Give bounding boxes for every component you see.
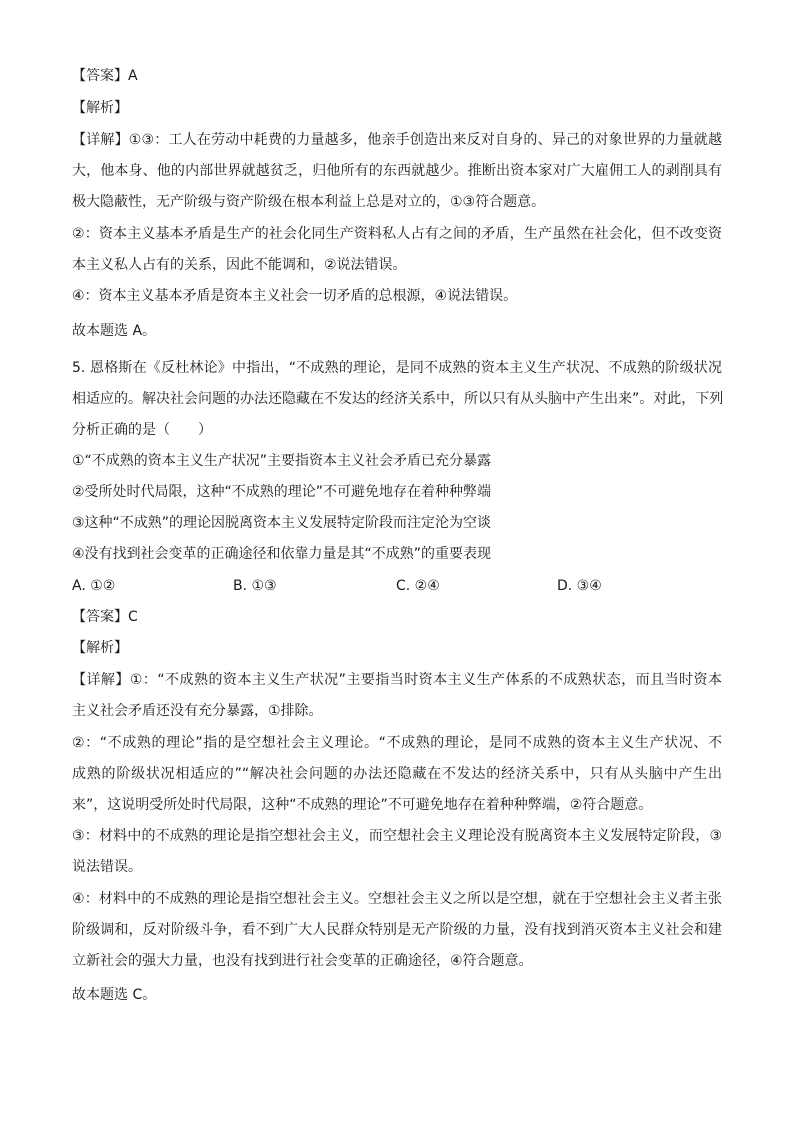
detail-line: 【详解】①③：工人在劳动中耗费的力量越多，他亲手创造出来反对自身的、异己的对象世界的力量就越 [72, 132, 722, 148]
detail-line: 本主义私人占有的关系，因此不能调和，②说法错误。 [72, 257, 407, 273]
detail-line: 大，他本身、他的内部世界就越贫乏，归他所有的东西就越少。推断出资本家对广大雇佣工人的剥削具有 [72, 163, 722, 179]
option-b: B. ①③ [233, 578, 277, 594]
answer-line: 【答案】C [72, 609, 138, 625]
question-stem-line: 分析正确的是（ ） [72, 422, 212, 438]
option-a: A. ①② [72, 578, 116, 594]
answer-line: 【答案】A [72, 68, 138, 84]
option-d: D. ③④ [557, 578, 602, 594]
detail-line: 立新社会的强大力量，也没有找到进行社会变革的正确途径，④符合题意。 [72, 953, 533, 969]
question-stem-line: 5. 恩格斯在《反杜林论》中指出，“不成熟的理论，是同不成熟的资本主义生产状况、不成熟的阶级状况 [72, 360, 722, 376]
detail-line: 说法错误。 [72, 859, 142, 875]
detail-line: 成熟的阶级状况相适应的”“解决社会问题的办法还隐藏在不发达的经济关系中，只有从头脑中产生出 [72, 766, 722, 782]
question-stem-line: 相适应的。解决社会问题的办法还隐藏在不发达的经济关系中，所以只有从头脑中产生出来”。对此，下列 [72, 391, 724, 407]
analysis-label: 【解析】 [72, 100, 128, 116]
conclusion-line: 故本题选 A。 [72, 323, 157, 339]
analysis-label: 【解析】 [72, 640, 128, 656]
conclusion-line: 故本题选 C。 [72, 987, 157, 1003]
detail-line: 来”，这说明受所处时代局限，这种“不成熟的理论”不可避免地存在着种种弊端，②符合题意。 [72, 797, 653, 813]
statement-item: ④没有找到社会变革的正确途径和依靠力量是其“不成熟”的重要表现 [72, 546, 492, 562]
detail-line: ④：资本主义基本矛盾是资本主义社会一切矛盾的总根源，④说法错误。 [72, 288, 518, 304]
detail-line: 极大隐蔽性，无产阶级与资产阶级在根本利益上总是对立的，①③符合题意。 [72, 194, 546, 210]
statement-item: ②受所处时代局限，这种“不成熟的理论”不可避免地存在着种种弊端 [72, 484, 492, 500]
detail-line: ③：材料中的不成熟的理论是指空想社会主义，而空想社会主义理论没有脱离资本主义发展特定阶段，③ [72, 828, 722, 844]
detail-line: ②：资本主义基本矛盾是生产的社会化同生产资料私人占有之间的矛盾，生产虽然在社会化，但不改变资 [72, 226, 722, 242]
detail-line: 阶级调和，反对阶级斗争，看不到广大人民群众特别是无产阶级的力量，没有找到消灭资本主义社会和建 [72, 922, 722, 938]
detail-line: 主义社会矛盾还没有充分暴露，①排除。 [72, 703, 323, 719]
statement-item: ③这种“不成熟”的理论因脱离资本主义发展特定阶段而注定沦为空谈 [72, 515, 492, 531]
statement-item: ①“不成熟的资本主义生产状况”主要指资本主义社会矛盾已充分暴露 [72, 453, 492, 469]
detail-line: ②：“不成熟的理论”指的是空想社会主义理论。“不成熟的理论，是同不成熟的资本主义生产状况、不 [72, 735, 722, 751]
detail-line: 【详解】①：“不成熟的资本主义生产状况”主要指当时资本主义生产体系的不成熟状态，而且当时资本 [72, 672, 722, 688]
detail-line: ④：材料中的不成熟的理论是指空想社会主义。空想社会主义之所以是空想，就在于空想社会主义者主张 [72, 891, 722, 907]
option-c: C. ②④ [396, 578, 440, 594]
